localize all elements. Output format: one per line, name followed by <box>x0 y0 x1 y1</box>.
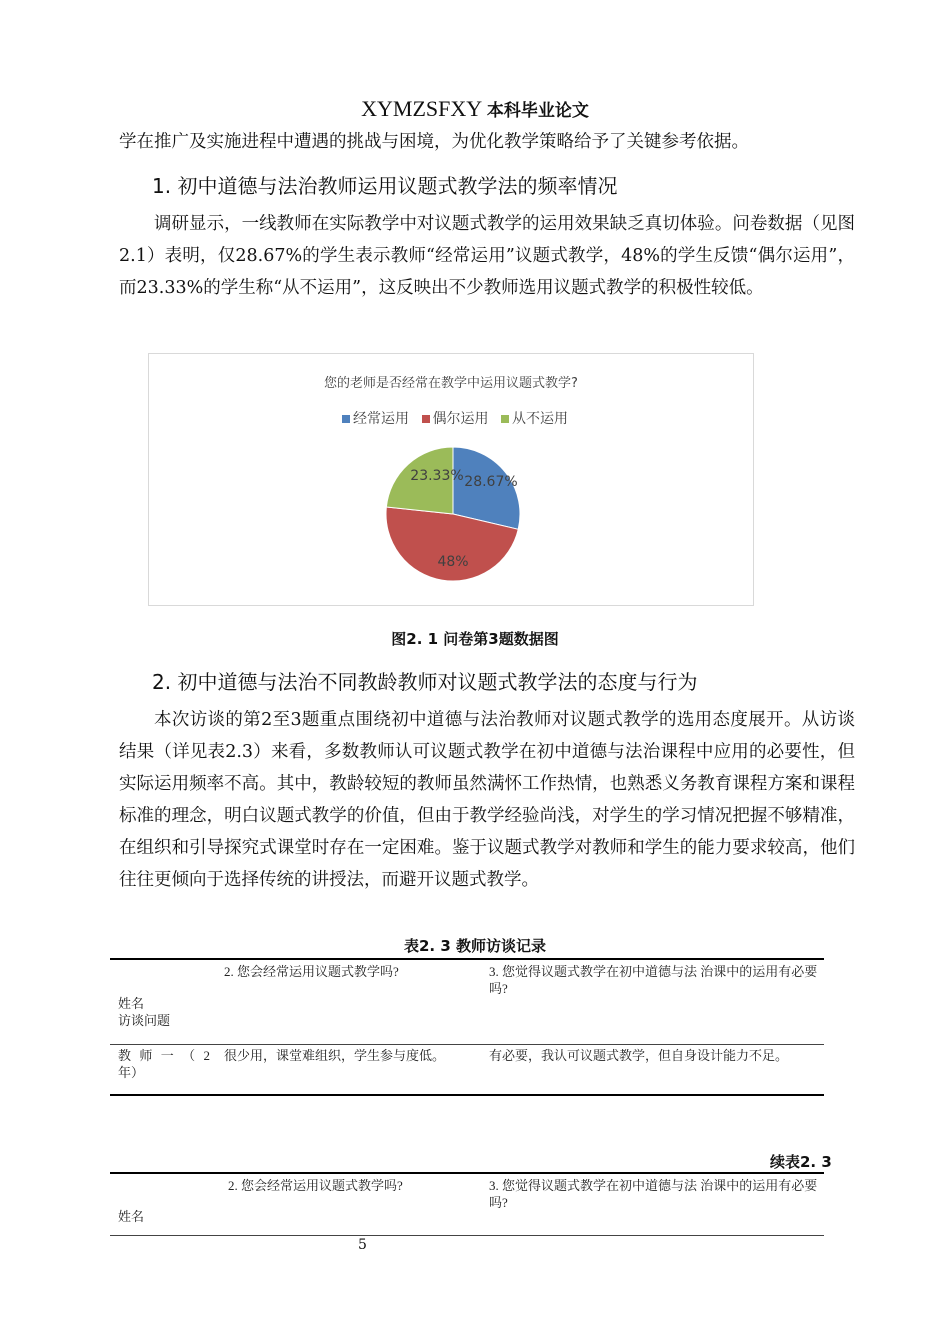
pie-data-label: 23.33% <box>410 468 464 484</box>
table-cell-name: 教 师 一 （ 2 年） <box>118 1048 210 1080</box>
paragraph: 调研显示，一线教师在实际教学中对议题式教学的运用效果缺乏真切体验。问卷数据（见图2.1）表明，仅28.67%的学生表示教师“经常运用”议题式教学，48%的学生反馈“偶尔运用”，而23.33%的学生称“从不运用”，这反映出不少教师选用议题式教学的积极性较低。 <box>119 214 855 298</box>
table-header-q2: 2. 您会经常运用议题式教学吗? <box>224 964 399 979</box>
section-heading: 2. 初中道德与法治不同教龄教师对议题式教学法的态度与行为 <box>152 670 698 694</box>
table-header-rule <box>110 1235 824 1236</box>
pie-chart <box>148 353 754 606</box>
table-top-rule <box>110 1172 824 1174</box>
table-header-q3: 3. 您觉得议题式教学在初中道德与法 治课中的运用有必要吗? <box>489 1178 818 1210</box>
table-header-name: 姓名 <box>118 996 145 1011</box>
page-header <box>0 96 950 122</box>
table-top-rule <box>110 958 824 960</box>
paragraph: 学在推广及实施进程中遭遇的挑战与困境，为优化教学策略给予了关键参考依据。 <box>119 132 749 152</box>
chart-title: 您的老师是否经常在教学中运用议题式教学? <box>324 376 578 391</box>
legend-label: 偶尔运用 <box>432 411 489 427</box>
table-cell-a3: 有必要，我认可议题式教学，但自身设计能力不足。 <box>489 1048 789 1063</box>
legend-label: 经常运用 <box>353 411 410 427</box>
header-latin: XYMZSFXY <box>361 96 482 121</box>
figure-caption: 图2. 1 问卷第3题数据图 <box>391 630 559 648</box>
table-bottom-rule <box>110 1094 824 1096</box>
pie-data-label: 48% <box>437 554 469 570</box>
legend-label: 从不运用 <box>511 411 568 427</box>
table-header-name: 姓名 <box>118 1209 145 1224</box>
table-header-q3: 3. 您觉得议题式教学在初中道德与法 治课中的运用有必要吗? <box>489 964 818 996</box>
table-caption: 表2. 3 教师访谈记录 <box>403 937 547 955</box>
table-header-question: 访谈问题 <box>118 1013 171 1028</box>
continued-table-caption: 续表2. 3 <box>770 1153 832 1171</box>
section-heading: 1. 初中道德与法治教师运用议题式教学法的频率情况 <box>152 174 618 198</box>
pie-plot <box>149 354 755 607</box>
table-header-rule <box>110 1044 824 1045</box>
paragraph: 本次访谈的第2至3题重点围绕初中道德与法治教师对议题式教学的选用态度展开。从访谈结果（详见表2.3）来看，多数教师认可议题式教学在初中道德与法治课程中应用的必要性，但实际运用频率不高。其中，教龄较短的教师虽然满怀工作热情，也熟悉义务教育课程方案和课程标准的理念，明白议题式教学的价值，但由于教学经验尚浅，对学生的学习情况把握不够精准，在组织和引导探究式课堂时存在一定困难。鉴于议题式教学对教师和学生的能力要求较高，他们往往更倾向于选择传统的讲授法，而避开议题式教学。 <box>119 710 855 890</box>
table-cell-a2: 很少用，课堂难组织，学生参与度低。 <box>224 1048 446 1063</box>
table-header-q2: 2. 您会经常运用议题式教学吗? <box>228 1178 403 1193</box>
header-cn: 本科毕业论文 <box>486 101 589 121</box>
pie-data-label: 28.67% <box>464 474 518 490</box>
page-number: 5 <box>358 1237 367 1253</box>
